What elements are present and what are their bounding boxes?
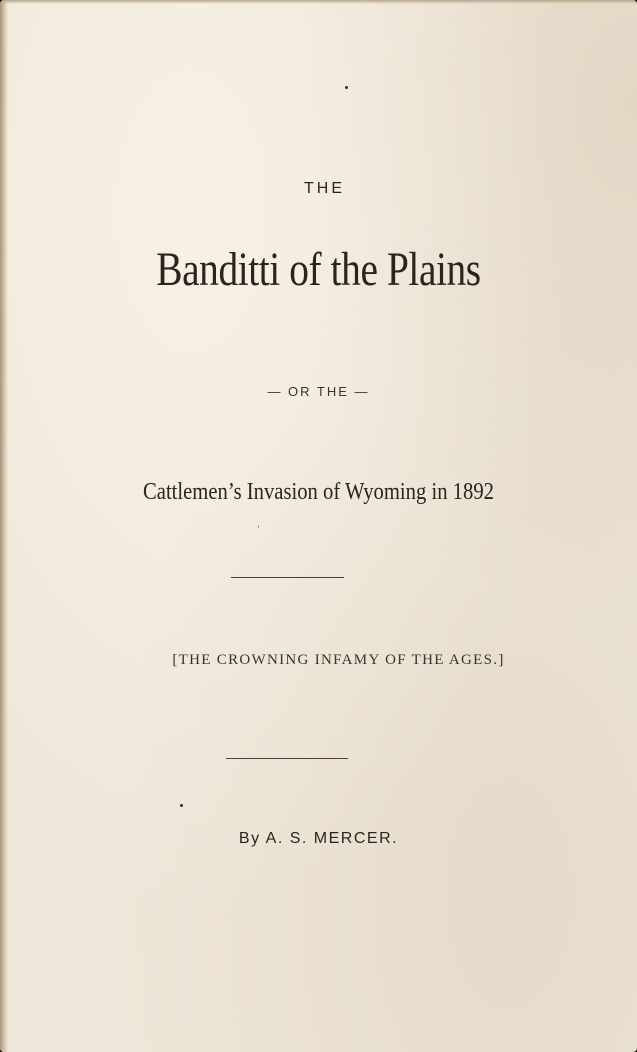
paper-speck (258, 525, 259, 528)
page-binding-edge (0, 0, 8, 1052)
book-tagline: [THE CROWNING INFAMY OF THE AGES.] (172, 652, 505, 668)
paper-speck (345, 86, 348, 89)
page-top-edge (0, 0, 637, 4)
author-line: By A. S. MERCER. (238, 830, 399, 847)
book-subtitle: Cattlemen’s Invasion of Wyoming in 1892 (143, 479, 494, 505)
title-connector: — OR THE — (267, 384, 370, 399)
paper-speck (180, 804, 183, 807)
title-article: THE (304, 180, 345, 197)
divider-rule (226, 758, 348, 759)
book-title: Banditti of the Plains (156, 243, 481, 296)
divider-rule (231, 577, 344, 578)
